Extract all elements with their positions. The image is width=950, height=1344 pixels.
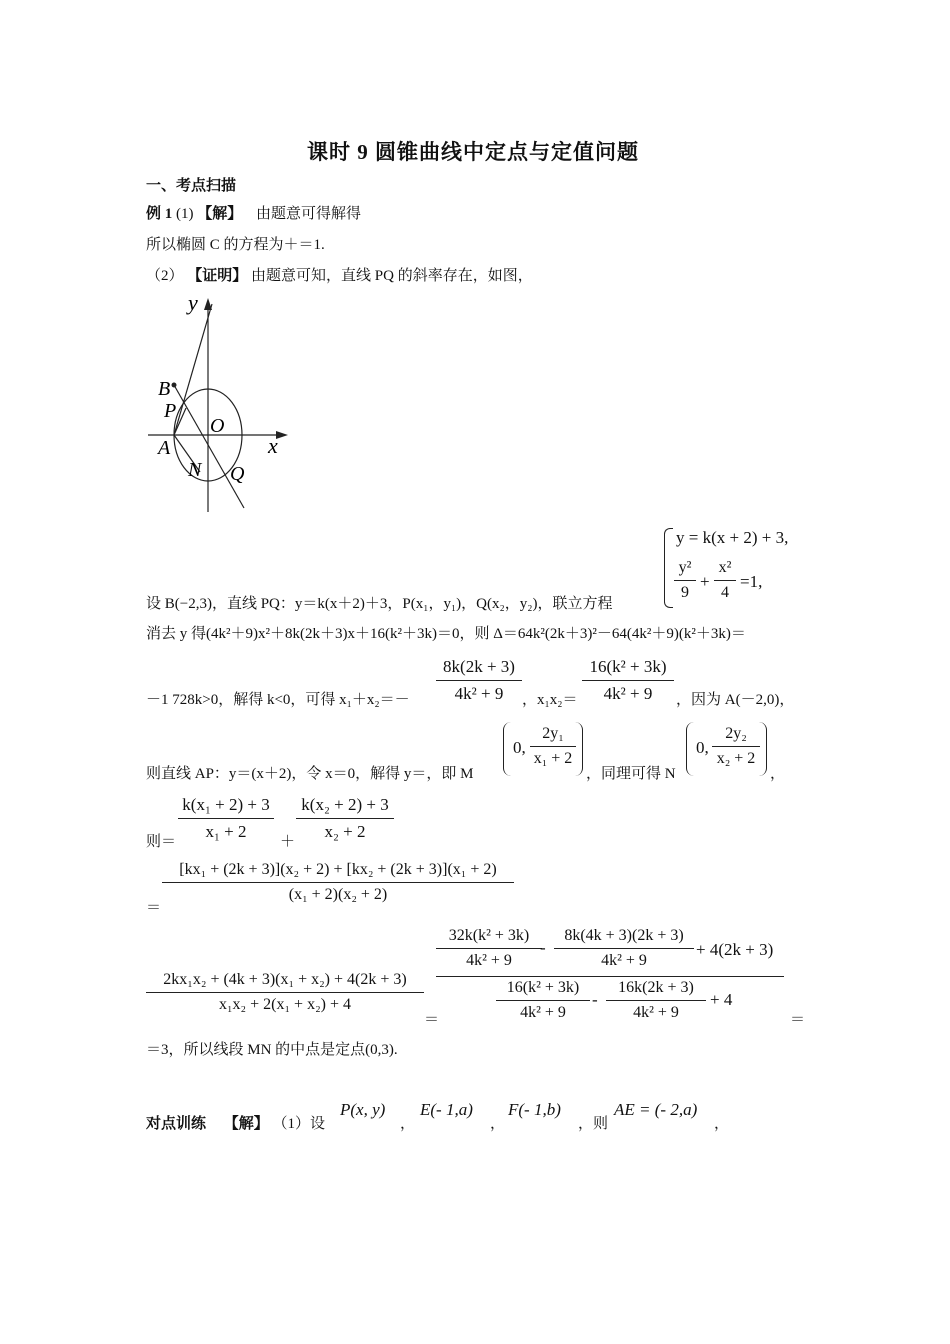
example-text: 由题意可得解得 (256, 206, 362, 222)
example-1-line (146, 204, 361, 224)
f3-den: (x₁ + 2)(x₂ + 2) (288, 886, 388, 903)
drill-text: （1）设 (272, 1116, 326, 1132)
f5-d-num: 16k(2k + 3) (618, 979, 694, 996)
prod-num: 16(k² + 3k) (589, 657, 667, 676)
compound-fraction (436, 926, 784, 1026)
section-heading: 一、考点扫描 (146, 178, 237, 194)
point-p: P(x, y) (340, 1100, 386, 1119)
f5-c-num: 16(k² + 3k) (506, 979, 580, 996)
proof-tag: 【证明】 (187, 268, 248, 284)
example-label: 例 1 (146, 206, 173, 222)
sum-fraction (436, 656, 522, 705)
system-plus: + (700, 572, 710, 591)
m-fraction (530, 724, 576, 769)
f2-den: x₂ + 2 (324, 822, 366, 841)
because-a-text: ，因为 A(－2,0)， (676, 692, 795, 708)
f5-a (436, 926, 542, 971)
equals-2: ＝ (146, 900, 162, 916)
f5-c (496, 978, 590, 1023)
m-num: 2y₁ (542, 725, 564, 742)
n-comma: ， (770, 766, 786, 782)
label-n: N (188, 459, 202, 481)
f5-b-num: 8k(4k + 3)(2k + 3) (564, 927, 684, 944)
plus-sign: ＋ (280, 834, 296, 850)
equals-3: ＝ (424, 1012, 440, 1028)
part-2-prefix: （2） (146, 268, 184, 284)
sum-line-text: －1 728k>0，解得 k<0，可得 x₁＋x₂＝－ (146, 692, 410, 708)
label-x: x (268, 433, 278, 458)
drill-comma-3: ， (714, 1116, 730, 1132)
system-brace (664, 528, 673, 608)
fraction-1 (178, 794, 274, 843)
n-paren-left (686, 722, 695, 776)
vector-ae: AE = (- 2,a) (614, 1100, 698, 1119)
part-2-line (146, 266, 533, 286)
f1-num: k(x₁ + 2) + 3 (182, 795, 270, 814)
f5-d (606, 978, 706, 1023)
equals-4: ＝ (790, 1012, 806, 1028)
example-part: (1) (176, 206, 194, 222)
f5-tail: + 4(2k + 3) (696, 940, 774, 959)
n-den: x₂ + 2 (716, 750, 756, 767)
label-y: y (188, 290, 198, 315)
label-p: P (164, 400, 177, 422)
f5-c-den: 4k² + 9 (520, 1004, 566, 1021)
n-zero: 0, (696, 738, 709, 757)
conclusion-line: ＝3，所以线段 MN 的中点是定点(0,3). (146, 1042, 398, 1058)
then-equals: 则＝ (146, 834, 177, 850)
part-2-text: 由题意可知，直线 PQ 的斜率存在，如图， (251, 268, 533, 284)
x-squared: x² (718, 559, 732, 576)
f5-b-den: 4k² + 9 (601, 952, 647, 969)
nine: 9 (681, 584, 689, 601)
system-frac-y (674, 558, 696, 603)
y-squared: y² (678, 559, 692, 576)
four: 4 (721, 584, 729, 601)
point-b (172, 383, 177, 388)
system-rhs: =1, (740, 572, 763, 591)
drill-label: 对点训练 (146, 1116, 207, 1132)
drill-tag: 【解】 (223, 1116, 269, 1132)
f3-num: [kx₁ + (2k + 3)](x₂ + 2) + [kx₂ + (2k + 3)](x₁ + 2) (179, 861, 497, 878)
f5-d-den: 4k² + 9 (633, 1004, 679, 1021)
solution-tag: 【解】 (197, 206, 243, 222)
f5-a-num: 32k(k² + 3k) (448, 927, 530, 944)
label-q: Q (230, 463, 245, 485)
ellipse-equation-line: 所以椭圆 C 的方程为＋＝1. (146, 237, 325, 253)
line-a-to-top (174, 304, 212, 435)
f5-tail-2: + 4 (710, 990, 733, 1009)
sum-num: 8k(2k + 3) (443, 657, 515, 676)
f4-num: 2kx₁x₂ + (4k + 3)(x₁ + x₂) + 4(2k + 3) (163, 971, 407, 988)
m-den: x₁ + 2 (533, 750, 573, 767)
label-o: O (210, 415, 225, 437)
drill-comma-2: ， (490, 1116, 506, 1132)
n-num: 2y₂ (725, 725, 747, 742)
page-title: 课时 9 圆锥曲线中定点与定值问题 (307, 140, 639, 164)
f1-den: x₁ + 2 (205, 822, 247, 841)
f2-num: k(x₂ + 2) + 3 (301, 795, 389, 814)
main-fraction-bar (436, 976, 784, 977)
drill-line (146, 1114, 325, 1134)
f5-minus-2: - (592, 990, 598, 1009)
m-zero: 0, (513, 738, 526, 757)
m-paren-right (574, 722, 583, 776)
similarly-text: ，同理可得 N (586, 766, 676, 782)
f4-den: x₁x₂ + 2(x₁ + x₂) + 4 (218, 996, 352, 1013)
fraction-3 (162, 860, 514, 905)
point-f: F(- 1,b) (508, 1100, 561, 1119)
n-paren-right (758, 722, 767, 776)
line-pq (174, 385, 244, 508)
x-axis-arrow (276, 431, 288, 439)
prod-den: 4k² + 9 (603, 684, 653, 703)
fraction-2 (296, 794, 394, 843)
fraction-4 (146, 970, 424, 1015)
f5-minus: - (540, 938, 546, 957)
ellipse-figure (140, 290, 300, 520)
drill-then: ，则 (578, 1116, 609, 1132)
point-e: E(- 1,a) (420, 1100, 473, 1119)
n-fraction (712, 724, 760, 769)
drill-comma-1: ， (400, 1116, 416, 1132)
f5-b (554, 926, 694, 971)
m-paren-left (503, 722, 512, 776)
prod-line-text: ，x₁x₂＝ (522, 692, 578, 708)
f5-a-den: 4k² + 9 (466, 952, 512, 969)
system-frac-x (714, 558, 736, 603)
label-a: A (158, 437, 171, 459)
line-ap-text: 则直线 AP：y＝(x＋2)，令 x＝0，解得 y＝，即 M (146, 766, 474, 782)
system-eq-1: y = k(x + 2) + 3, (676, 528, 789, 547)
label-b: B (158, 378, 171, 400)
sum-den: 4k² + 9 (454, 684, 504, 703)
eliminate-line: 消去 y 得(4k²＋9)x²＋8k(2k＋3)x＋16(k²＋3k)＝0，则 Δ＝64k²(2k＋3)²－64(4k²＋9)(k²＋3k)＝ (146, 626, 746, 642)
set-b-line: 设 B(−2,3)，直线 PQ：y＝k(x＋2)＋3，P(x₁，y₁)，Q(x₂，y₂)，联立方程 (146, 596, 613, 612)
product-fraction (582, 656, 674, 705)
